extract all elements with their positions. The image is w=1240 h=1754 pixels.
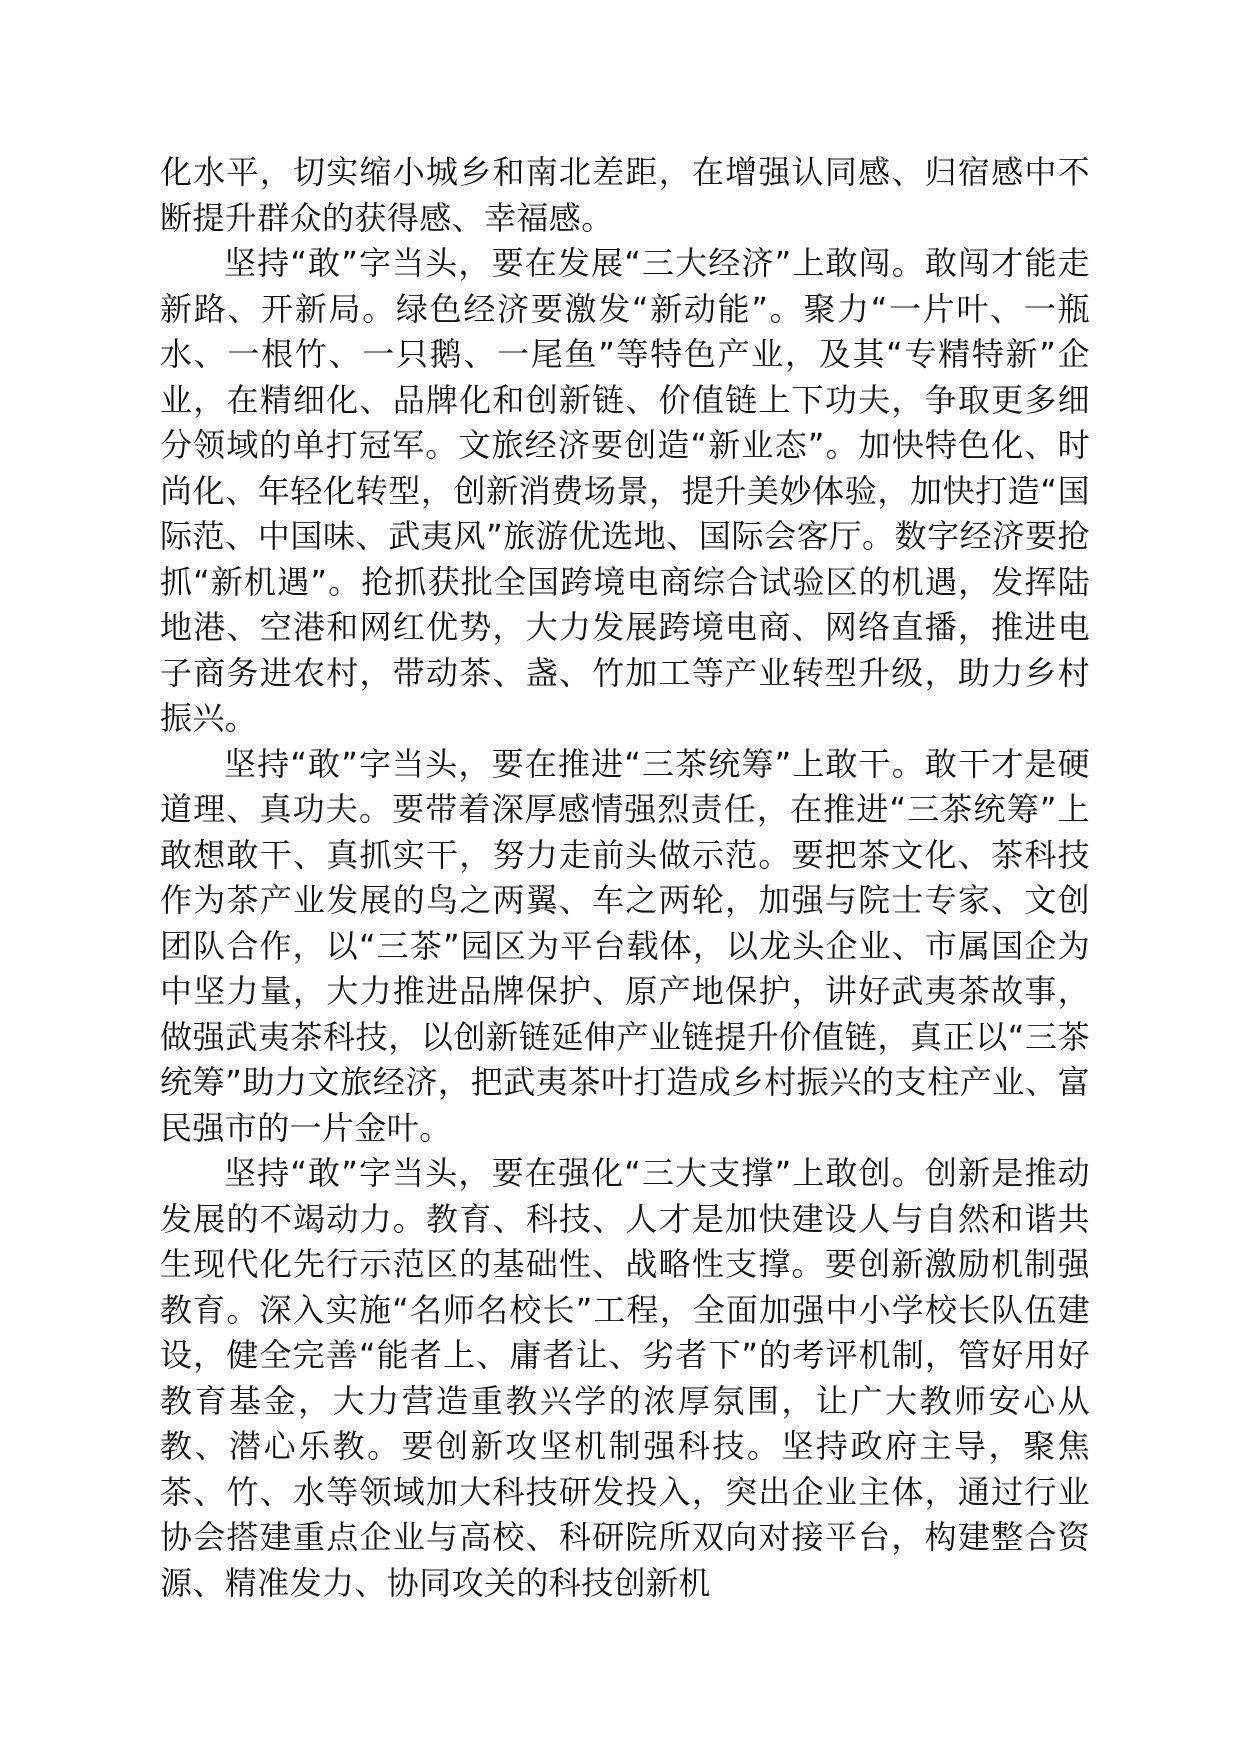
paragraph-continuation: 化水平，切实缩小城乡和南北差距，在增强认同感、归宿感中不断提升群众的获得感、幸福感。 xyxy=(160,153,1090,237)
paragraph-three-economies: 坚持“敢”字当头，要在发展“三大经济”上敢闯。敢闯才能走新路、开新局。绿色经济要激发“新动能”。聚力“一片叶、一瓶水、一根竹、一只鹅、一尾鱼”等特色产业，及其“专精特新”企业，在精细化、品牌化和创新链、价值链上下功夫，争取更多细分领域的单打冠军。文旅经济要创造“新业态”。加快特色化、时尚化、年轻化转型，创新消费场景，提升美妙体验，加快打造“国际范、中国味、武夷风”旅游优选地、国际会客厅。数字经济要抢抓“新机遇”。抢抓获批全国跨境电商综合试验区的机遇，发挥陆地港、空港和网红优势，大力发展跨境电商、网络直播，推进电子商务进农村，带动茶、盏、竹加工等产业转型升级，助力乡村振兴。 xyxy=(160,244,1090,737)
paragraph-three-supports: 坚持“敢”字当头，要在强化“三大支撑”上敢创。创新是推动发展的不竭动力。教育、科技、人才是加快建设人与自然和谐共生现代化先行示范区的基础性、战略性支撑。要创新激励机制强教育。深入实施“名师名校长”工程，全面加强中小学校长队伍建设，健全完善“能者上、庸者让、劣者下”的考评机制，管好用好教育基金，大力营造重教兴学的浓厚氛围，让广大教师安心从教、潜心乐教。要创新攻坚机制强科技。坚持政府主导，聚焦茶、竹、水等领域加大科技研发投入，突出企业主体，通过行业协会搭建重点企业与高校、科研院所双向对接平台，构建整合资源、精准发力、协同攻关的科技创新机 xyxy=(160,1154,1090,1602)
paragraph-three-tea: 坚持“敢”字当头，要在推进“三茶统筹”上敢干。敢干才是硬道理、真功夫。要带着深厚感情强烈责任，在推进“三茶统筹”上敢想敢干、真抓实干，努力走前头做示范。要把茶文化、茶科技作为茶产业发展的鸟之两翼、车之两轮，加强与院士专家、文创团队合作，以“三茶”园区为平台载体，以龙头企业、市属国企为中坚力量，大力推进品牌保护、原产地保护，讲好武夷茶故事，做强武夷茶科技，以创新链延伸产业链提升价值链，真正以“三茶统筹”助力文旅经济，把武夷茶叶打造成乡村振兴的支柱产业、富民强市的一片金叶。 xyxy=(160,744,1090,1147)
document-page xyxy=(160,150,1090,1606)
